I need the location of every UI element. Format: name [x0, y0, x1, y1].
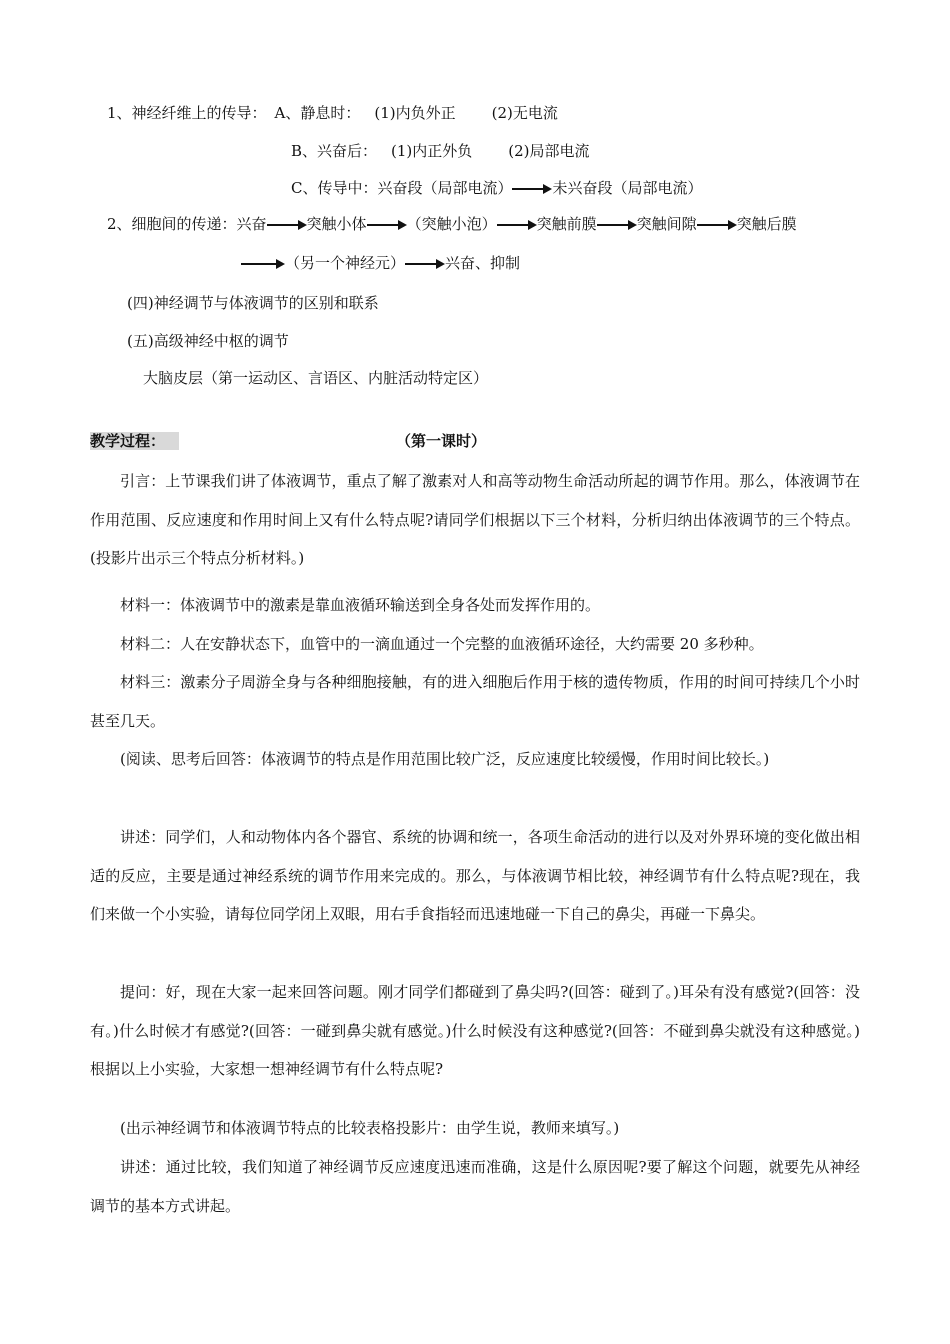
item1-b2: (2)局部电流: [508, 142, 590, 160]
item2-s7: 兴奋、抑制: [445, 254, 521, 272]
period-label: （第一课时）: [396, 432, 487, 450]
section-4-heading: (四)神经调节与体液调节的区别和联系: [127, 294, 379, 312]
section-5-heading: (五)高级神经中枢的调节: [127, 332, 289, 350]
item2-s2: （突触小泡）: [406, 215, 497, 233]
arrow-icon: [267, 220, 307, 230]
item2-s4: 突触间隙: [636, 215, 697, 233]
material-3: 材料三：激素分子周游全身与各种细胞接触，有的进入细胞后作用于核的遗传物质，作用的时间可持续几个小时甚至几天。: [90, 673, 860, 730]
process-heading-row: [90, 431, 179, 451]
item2-s3: 突触前膜: [536, 215, 597, 233]
outline-item-2-cont: [241, 253, 520, 273]
item1-c: C、传导中：兴奋段（局部电流）: [291, 179, 513, 197]
item1-b: B、兴奋后：: [291, 142, 378, 160]
table-note: (出示神经调节和体液调节特点的比较表格投影片：由学生说，教师来填写。): [120, 1119, 620, 1137]
arrow-icon: [405, 259, 445, 269]
item1-a2: (2)无电流: [491, 104, 558, 122]
outline-item-1b: [291, 141, 590, 161]
arrow-icon: [367, 220, 407, 230]
item1-label: 1、神经纤维上的传导：: [107, 104, 267, 122]
arrow-icon: [597, 220, 637, 230]
arrow-icon: [697, 220, 737, 230]
arrow-icon: [497, 220, 537, 230]
material-2: 材料二：人在安静状态下，血管中的一滴血通过一个完整的血液循环途径，大约需要 20 多秒种。: [120, 635, 764, 653]
item2-s1: 突触小体: [306, 215, 367, 233]
answer-paragraph: (阅读、思考后回答：体液调节的特点是作用范围比较广泛，反应速度比较缓慢，作用时间比较长。): [120, 750, 770, 768]
item2-s5: 突触后膜: [736, 215, 797, 233]
item1-a: A、静息时：: [274, 104, 361, 122]
outline-item-2: [107, 214, 797, 234]
material-1: 材料一：体液调节中的激素是靠血液循环输送到全身各处而发挥作用的。: [120, 596, 601, 614]
intro-paragraph: 引言：上节课我们讲了体液调节，重点了解了激素对人和高等动物生命活动所起的调节作用。那么，体液调节在作用范围、反应速度和作用时间上又有什么特点呢?请同学们根据以下三个材料，分析归纳出体液调节的三个特点。(投影片出示三个特点分析材料。): [90, 472, 860, 567]
arrow-icon: [512, 184, 552, 194]
item1-c-end: 未兴奋段（局部电流）: [552, 179, 703, 197]
outline-item-1: [107, 103, 558, 123]
outline-item-1c: [291, 178, 703, 198]
item2-label: 2、细胞间的传递：兴奋: [107, 215, 267, 233]
lecture-1: 讲述：同学们，人和动物体内各个器官、系统的协调和统一，各项生命活动的进行以及对外界环境的变化做出相适的反应，主要是通过神经系统的调节作用来完成的。那么，与体液调节相比较，神经调节有什么特点呢?现在，我们来做一个小实验，请每位同学闭上双眼，用右手食指轻而迅速地碰一下自己的鼻尖，再碰一下鼻尖。: [90, 828, 860, 923]
arrow-icon: [241, 259, 285, 269]
question-paragraph: 提问：好，现在大家一起来回答问题。刚才同学们都碰到了鼻尖吗?(回答：碰到了。)耳朵有没有感觉?(回答：没有。)什么时候才有感觉?(回答：一碰到鼻尖就有感觉。)什么时候没有这种感觉?(回答：不碰到鼻尖就没有这种感觉。)根据以上小实验，大家想一想神经调节有什么特点呢?: [90, 983, 860, 1078]
cortex-line: 大脑皮层（第一运动区、言语区、内脏活动特定区）: [143, 369, 489, 387]
item2-s6: （另一个神经元）: [285, 254, 406, 272]
item1-a1: (1)内负外正: [374, 104, 456, 122]
process-heading: 教学过程：: [90, 432, 179, 450]
item1-b1: (1)内正外负: [391, 142, 473, 160]
lecture-2: 讲述：通过比较，我们知道了神经调节反应速度迅速而准确，这是什么原因呢?要了解这个问题，就要先从神经调节的基本方式讲起。: [90, 1158, 860, 1215]
